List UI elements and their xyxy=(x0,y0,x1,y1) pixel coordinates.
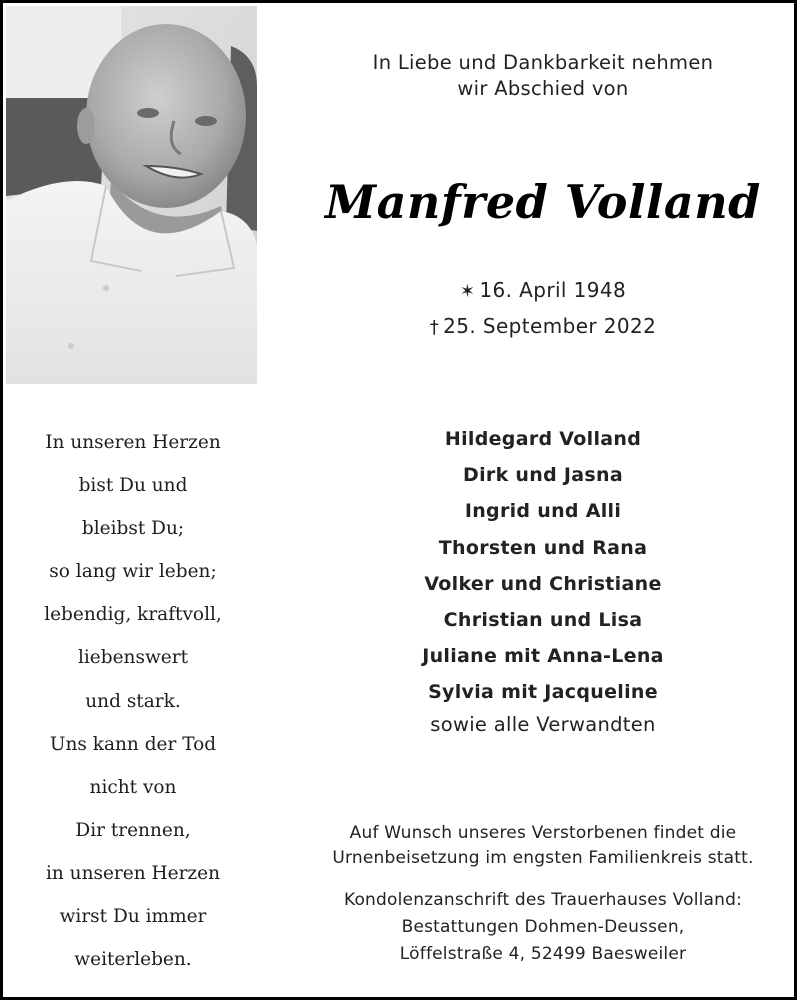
poem-line: so lang wir leben; xyxy=(49,561,217,583)
poem-line: weiterleben. xyxy=(74,949,192,971)
family-member: Hildegard Volland xyxy=(444,428,642,450)
poem-line: liebenswert xyxy=(77,647,189,669)
family-list xyxy=(293,421,793,711)
address-line: Löffelstraße 4, 52499 Baesweiler xyxy=(399,944,687,964)
family-member: Volker und Christiane xyxy=(424,572,662,595)
life-dates xyxy=(293,273,793,345)
intro-line: wir Abschied von xyxy=(457,77,629,100)
cross-death-icon: † xyxy=(429,317,440,338)
intro-line: In Liebe und Dankbarkeit nehmen xyxy=(372,51,714,74)
condolence-address xyxy=(283,887,797,968)
star-birth-icon: ✶ xyxy=(459,281,476,302)
portrait-image xyxy=(6,6,257,384)
family-member: Sylvia mit Jacqueline xyxy=(428,681,658,704)
relatives-line: sowie alle Verwandten xyxy=(430,713,656,736)
portrait-photo xyxy=(6,6,257,384)
address-line: Bestattungen Dohmen-Deussen, xyxy=(401,917,685,937)
poem-line: bleibst Du; xyxy=(81,518,185,540)
poem-line: nicht von xyxy=(89,776,177,798)
birth-date: 16. April 1948 xyxy=(479,278,627,302)
poem xyxy=(13,421,253,981)
death-date-row xyxy=(293,309,793,345)
death-date: 25. September 2022 xyxy=(443,314,657,338)
deceased-name: Manfred Volland xyxy=(325,175,761,229)
family-member: Christian und Lisa xyxy=(443,609,643,632)
note-line: Auf Wunsch unseres Verstorbenen findet die xyxy=(349,823,737,843)
poem-line: In unseren Herzen xyxy=(45,432,221,453)
poem-line: bist Du und xyxy=(78,475,188,497)
address-line: Kondolenzanschrift des Trauerhauses Volland: xyxy=(343,890,743,910)
poem-line: und stark. xyxy=(85,690,181,712)
poem-line: in unseren Herzen xyxy=(45,862,221,884)
family-member: Dirk und Jasna xyxy=(463,464,623,487)
burial-note xyxy=(283,821,797,871)
poem-line: wirst Du immer xyxy=(59,906,207,928)
family-member: Juliane mit Anna-Lena xyxy=(422,645,664,668)
poem-line: Uns kann der Tod xyxy=(49,733,217,755)
family-member: Ingrid und Alli xyxy=(464,500,622,523)
poem-line: Dir trennen, xyxy=(75,819,191,841)
family-member: Thorsten und Rana xyxy=(438,536,648,559)
poem-line: lebendig, kraftvoll, xyxy=(44,604,222,626)
intro-text xyxy=(293,50,793,102)
note-line: Urnenbeisetzung im engsten Familienkreis statt. xyxy=(332,848,754,868)
birth-date-row xyxy=(293,273,793,309)
